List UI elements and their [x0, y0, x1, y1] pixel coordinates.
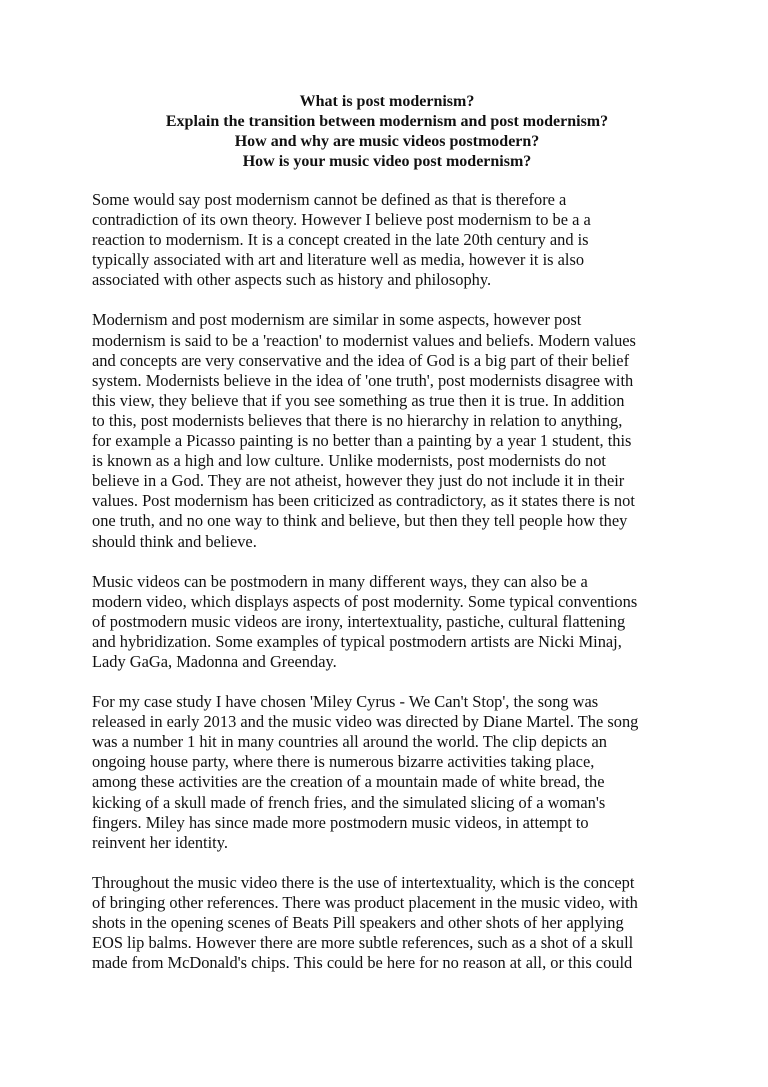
document-body [92, 190, 684, 993]
text-line: was a number 1 hit in many countries all around the world. The clip depicts an [92, 732, 607, 752]
text-line: modernism is said to be a 'reaction' to modernist values and beliefs. Modern values [92, 330, 636, 350]
text-line: to this, post modernists believes that there is no hierarchy in relation to anything, [92, 410, 623, 430]
paragraph-case-study [92, 692, 684, 853]
text-line: Lady GaGa, Madonna and Greenday. [92, 651, 337, 671]
heading-line: How and why are music videos postmodern? [234, 133, 540, 150]
text-line: of bringing other references. There was product placement in the music video, with [92, 892, 638, 912]
text-line: For my case study I have chosen 'Miley Cyrus - We Can't Stop', the song was [92, 692, 599, 712]
text-line: kicking of a skull made of french fries, and the simulated slicing of a woman's [92, 792, 606, 812]
text-line: should think and believe. [92, 531, 257, 551]
text-line: modern video, which displays aspects of post modernity. Some typical conventions [92, 591, 638, 611]
text-line: of postmodern music videos are irony, intertextuality, pastiche, cultural flattening [92, 611, 626, 631]
text-line: ongoing house party, where there is numerous bizarre activities taking place, [92, 752, 595, 772]
text-line: released in early 2013 and the music video was directed by Diane Martel. The song [92, 712, 639, 732]
heading-line: What is post modernism? [299, 93, 475, 110]
text-line: Throughout the music video there is the use of intertextuality, which is the concept [92, 872, 635, 892]
text-line: Modernism and post modernism are similar in some aspects, however post [92, 310, 582, 330]
heading-line: How is your music video post modernism? [242, 153, 532, 170]
text-line: and concepts are very conservative and the idea of God is a big part of their belief [92, 350, 630, 370]
text-line: associated with other aspects such as history and philosophy. [92, 270, 492, 290]
text-line: values. Post modernism has been criticized as contradictory, as it states there is not [92, 491, 635, 511]
heading-line: Explain the transition between modernism and post modernism? [165, 113, 609, 130]
text-line: and hybridization. Some examples of typical postmodern artists are Nicki Minaj, [92, 631, 622, 651]
paragraph-transition [92, 310, 684, 551]
paragraph-definition [92, 190, 684, 290]
paragraph-music-videos [92, 572, 684, 672]
document-title-block [92, 92, 682, 172]
text-line: among these activities are the creation of a mountain made of white bread, the [92, 772, 605, 792]
text-line: this view, they believe that if you see something as true then it is true. In addition [92, 390, 625, 410]
text-line: EOS lip balms. However there are more subtle references, such as a shot of a skull [92, 933, 634, 953]
text-line: made from McDonald's chips. This could be here for no reason at all, or this could [92, 953, 633, 973]
text-line: contradiction of its own theory. However I believe post modernism to be a a [92, 210, 591, 230]
text-line: reaction to modernism. It is a concept created in the late 20th century and is [92, 230, 589, 250]
paragraph-intertextuality [92, 873, 684, 973]
text-line: is known as a high and low culture. Unlike modernists, post modernists do not [92, 451, 606, 471]
text-line: Music videos can be postmodern in many different ways, they can also be a [92, 571, 588, 591]
text-line: for example a Picasso painting is no better than a painting by a year 1 student, this [92, 431, 632, 451]
text-line: shots in the opening scenes of Beats Pill speakers and other shots of her applying [92, 913, 624, 932]
text-line: system. Modernists believe in the idea of 'one truth', post modernists disagree with [92, 370, 634, 390]
text-line: believe in a God. They are not atheist, however they just do not include it in their [92, 471, 625, 491]
text-line: reinvent her identity. [92, 832, 228, 852]
text-line: typically associated with art and literature well as media, however it is also [92, 250, 585, 270]
text-line: Some would say post modernism cannot be defined as that is therefore a [92, 190, 567, 209]
text-line: one truth, and no one way to think and believe, but then they tell people how they [92, 511, 628, 531]
text-line: fingers. Miley has since made more postmodern music videos, in attempt to [92, 812, 589, 832]
